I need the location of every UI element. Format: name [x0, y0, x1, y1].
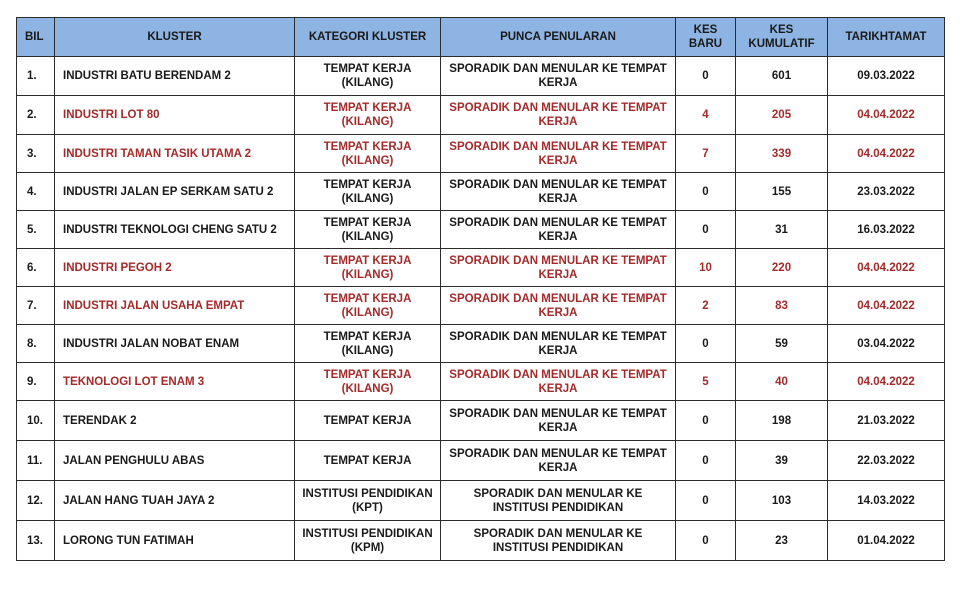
header-kategori: KATEGORI KLUSTER	[295, 18, 441, 57]
cell-kategori	[295, 325, 441, 363]
cell-kategori-line2: (KILANG)	[341, 192, 394, 205]
table-body	[17, 57, 945, 561]
cell-kluster: INDUSTRI JALAN USAHA EMPAT	[55, 287, 295, 325]
cluster-table-wrapper	[16, 17, 945, 561]
cell-kluster: INDUSTRI TEKNOLOGI CHENG SATU 2	[55, 211, 295, 249]
cell-tarikh: 09.03.2022	[828, 57, 945, 96]
cell-tarikh: 04.04.2022	[828, 363, 945, 401]
cell-kes-baru: 0	[676, 325, 736, 363]
cell-kategori-line1: TEMPAT KERJA	[323, 454, 412, 467]
cell-punca-line2: KERJA	[538, 461, 578, 474]
cell-kes-kumulatif: 339	[736, 135, 828, 173]
cell-kategori-line1: TEMPAT KERJA	[323, 368, 412, 381]
cell-kes-baru: 7	[676, 135, 736, 173]
cell-punca-line2: KERJA	[538, 421, 578, 434]
cell-kes-kumulatif: 23	[736, 521, 828, 561]
cell-punca-line2: KERJA	[538, 268, 578, 281]
cell-punca-line1: SPORADIK DAN MENULAR KE TEMPAT	[449, 140, 667, 153]
cell-kategori-line1: TEMPAT KERJA	[323, 254, 412, 267]
cell-punca-line1: SPORADIK DAN MENULAR KE TEMPAT	[449, 254, 667, 267]
cell-kes-kumulatif: 601	[736, 57, 828, 96]
cell-punca-line1: SPORADIK DAN MENULAR KE TEMPAT	[449, 102, 667, 114]
cell-kes-kumulatif: 31	[736, 211, 828, 249]
cell-tarikh: 16.03.2022	[828, 211, 945, 249]
header-row	[17, 18, 945, 57]
cell-kategori	[295, 363, 441, 401]
cell-kategori	[295, 57, 441, 96]
cell-punca-line1: SPORADIK DAN MENULAR KE TEMPAT	[449, 292, 667, 305]
cell-bil: 10.	[17, 401, 55, 441]
cell-kategori-line2: (KILANG)	[341, 268, 394, 281]
cell-bil: 1.	[17, 57, 55, 96]
cell-kes-baru: 0	[676, 481, 736, 521]
cell-kluster: INDUSTRI LOT 80	[55, 96, 295, 135]
cell-tarikh: 03.04.2022	[828, 325, 945, 363]
cell-kategori-line1: TEMPAT KERJA	[323, 216, 412, 229]
cell-punca-line2: KERJA	[538, 154, 578, 167]
cell-punca	[441, 287, 676, 325]
cell-kategori-line2: (KILANG)	[341, 154, 394, 167]
cell-kes-kumulatif: 103	[736, 481, 828, 521]
cell-punca	[441, 57, 676, 96]
cell-punca	[441, 325, 676, 363]
cell-kes-kumulatif: 220	[736, 249, 828, 287]
table-row	[17, 249, 945, 287]
cell-kategori-line1: TEMPAT KERJA	[323, 102, 412, 114]
cell-kluster: JALAN HANG TUAH JAYA 2	[55, 481, 295, 521]
cell-kes-kumulatif: 40	[736, 363, 828, 401]
cell-punca	[441, 211, 676, 249]
cell-kategori	[295, 441, 441, 481]
cell-kluster: JALAN PENGHULU ABAS	[55, 441, 295, 481]
cell-punca-line2: KERJA	[538, 382, 578, 395]
cell-punca-line1: SPORADIK DAN MENULAR KE TEMPAT	[449, 178, 667, 191]
cell-punca-line1: SPORADIK DAN MENULAR KE TEMPAT	[449, 330, 667, 343]
cell-kluster: INDUSTRI TAMAN TASIK UTAMA 2	[55, 135, 295, 173]
cell-tarikh: 01.04.2022	[828, 521, 945, 561]
cell-kes-baru: 10	[676, 249, 736, 287]
cell-kategori-line2: (KPT)	[352, 501, 383, 514]
header-kes-baru	[676, 18, 736, 57]
cell-kategori	[295, 401, 441, 441]
cell-punca-line1: SPORADIK DAN MENULAR KE TEMPAT	[449, 407, 667, 420]
cell-bil: 5.	[17, 211, 55, 249]
cell-bil: 6.	[17, 249, 55, 287]
cell-punca-line1: SPORADIK DAN MENULAR KE	[473, 527, 643, 540]
table-row	[17, 135, 945, 173]
table-row	[17, 481, 945, 521]
cell-kluster: LORONG TUN FATIMAH	[55, 521, 295, 561]
cell-kes-baru: 0	[676, 173, 736, 211]
table-row	[17, 173, 945, 211]
cell-bil: 7.	[17, 287, 55, 325]
cell-kluster: TERENDAK 2	[55, 401, 295, 441]
cell-kategori	[295, 249, 441, 287]
cell-tarikh: 21.03.2022	[828, 401, 945, 441]
header-bil: BIL	[17, 18, 55, 57]
cell-kes-kumulatif: 205	[736, 96, 828, 135]
table-row	[17, 363, 945, 401]
header-kes-kumulatif-line2: KUMULATIF	[748, 38, 815, 50]
cell-tarikh: 04.04.2022	[828, 249, 945, 287]
table-row	[17, 401, 945, 441]
cell-kategori	[295, 135, 441, 173]
table-row	[17, 57, 945, 96]
cell-punca-line2: INSTITUSI PENDIDIKAN	[492, 541, 624, 554]
cell-kategori-line1: TEMPAT KERJA	[323, 178, 412, 191]
cell-kategori	[295, 521, 441, 561]
cell-bil: 4.	[17, 173, 55, 211]
cell-punca-line2: KERJA	[538, 344, 578, 357]
cell-kes-baru: 2	[676, 287, 736, 325]
cell-punca-line1: SPORADIK DAN MENULAR KE	[473, 487, 643, 500]
cell-kluster: TEKNOLOGI LOT ENAM 3	[55, 363, 295, 401]
cell-tarikh: 22.03.2022	[828, 441, 945, 481]
cell-kategori	[295, 96, 441, 135]
cell-kluster: INDUSTRI JALAN NOBAT ENAM	[55, 325, 295, 363]
cell-bil: 13.	[17, 521, 55, 561]
cell-punca	[441, 96, 676, 135]
cell-kategori-line1: TEMPAT KERJA	[323, 292, 412, 305]
cell-punca-line1: SPORADIK DAN MENULAR KE TEMPAT	[449, 63, 667, 75]
table-header	[17, 18, 945, 57]
cell-punca-line2: KERJA	[538, 230, 578, 243]
cell-punca-line2: KERJA	[538, 116, 578, 128]
cell-kluster: INDUSTRI JALAN EP SERKAM SATU 2	[55, 173, 295, 211]
cell-kes-baru: 5	[676, 363, 736, 401]
cell-kategori-line1: INSTITUSI PENDIDIKAN	[302, 527, 433, 540]
table-row	[17, 287, 945, 325]
cell-kes-baru: 0	[676, 401, 736, 441]
cell-kategori	[295, 211, 441, 249]
cell-punca	[441, 401, 676, 441]
cell-kategori-line2: (KILANG)	[341, 230, 394, 243]
table-row	[17, 521, 945, 561]
cell-kategori	[295, 481, 441, 521]
cell-punca-line2: KERJA	[538, 192, 578, 205]
cell-punca-line2: KERJA	[538, 306, 578, 319]
cell-punca-line1: SPORADIK DAN MENULAR KE TEMPAT	[449, 368, 667, 381]
cell-tarikh: 04.04.2022	[828, 287, 945, 325]
cell-punca-line1: SPORADIK DAN MENULAR KE TEMPAT	[449, 216, 667, 229]
cell-tarikh: 14.03.2022	[828, 481, 945, 521]
cell-kategori-line1: TEMPAT KERJA	[323, 140, 412, 153]
table-row	[17, 211, 945, 249]
cell-bil: 8.	[17, 325, 55, 363]
cell-punca	[441, 481, 676, 521]
cell-bil: 11.	[17, 441, 55, 481]
cell-punca-line2: INSTITUSI PENDIDIKAN	[492, 501, 624, 514]
cell-kes-baru: 0	[676, 57, 736, 96]
cell-kategori-line1: TEMPAT KERJA	[323, 63, 412, 75]
header-kes-kumulatif-line1: KES	[769, 24, 794, 36]
cell-kategori-line1: INSTITUSI PENDIDIKAN	[302, 487, 433, 500]
cell-kategori-line2: (KILANG)	[341, 344, 394, 357]
cell-punca	[441, 441, 676, 481]
cell-kategori-line2: (KILANG)	[341, 306, 394, 319]
cell-kluster: INDUSTRI PEGOH 2	[55, 249, 295, 287]
cell-kes-kumulatif: 59	[736, 325, 828, 363]
cell-tarikh: 23.03.2022	[828, 173, 945, 211]
cell-kes-baru: 0	[676, 441, 736, 481]
cell-kategori-line1: TEMPAT KERJA	[323, 414, 412, 427]
cell-punca	[441, 135, 676, 173]
cell-kategori-line2: (KILANG)	[341, 77, 394, 89]
cell-bil: 9.	[17, 363, 55, 401]
header-kluster: KLUSTER	[55, 18, 295, 57]
cell-punca	[441, 363, 676, 401]
cell-bil: 12.	[17, 481, 55, 521]
cell-punca-line2: KERJA	[538, 77, 578, 89]
cell-kategori-line2: (KILANG)	[341, 116, 394, 128]
cell-kes-kumulatif: 83	[736, 287, 828, 325]
cell-punca	[441, 173, 676, 211]
cell-kes-baru: 4	[676, 96, 736, 135]
cell-kes-baru: 0	[676, 521, 736, 561]
header-kes-baru-line1: KES	[693, 24, 718, 36]
cell-kategori-line2: (KILANG)	[341, 382, 394, 395]
cell-kes-kumulatif: 155	[736, 173, 828, 211]
cell-punca	[441, 249, 676, 287]
cell-kategori-line1: TEMPAT KERJA	[323, 330, 412, 343]
cell-kes-kumulatif: 198	[736, 401, 828, 441]
header-tarikh: TARIKHTAMAT	[828, 18, 945, 57]
cell-kategori	[295, 173, 441, 211]
table-row	[17, 325, 945, 363]
cell-tarikh: 04.04.2022	[828, 135, 945, 173]
cell-punca-line1: SPORADIK DAN MENULAR KE TEMPAT	[449, 447, 667, 460]
cell-tarikh: 04.04.2022	[828, 96, 945, 135]
cell-punca	[441, 521, 676, 561]
header-punca: PUNCA PENULARAN	[441, 18, 676, 57]
cell-bil: 2.	[17, 96, 55, 135]
cell-kategori	[295, 287, 441, 325]
cell-kategori-line2: (KPM)	[350, 541, 385, 554]
cell-kes-baru: 0	[676, 211, 736, 249]
cell-kluster: INDUSTRI BATU BERENDAM 2	[55, 57, 295, 96]
header-kes-kumulatif	[736, 18, 828, 57]
table-row	[17, 441, 945, 481]
cell-bil: 3.	[17, 135, 55, 173]
table-row	[17, 96, 945, 135]
cluster-table	[16, 17, 945, 561]
header-kes-baru-line2: BARU	[688, 38, 723, 50]
cell-kes-kumulatif: 39	[736, 441, 828, 481]
